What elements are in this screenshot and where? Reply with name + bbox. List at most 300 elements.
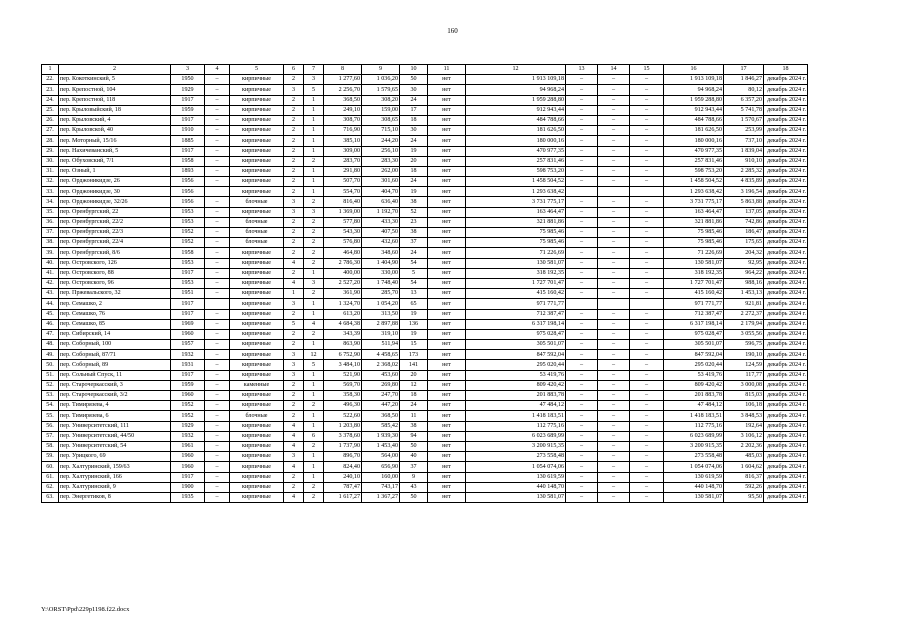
table-cell: 1 203,80 [324,421,362,431]
table-cell [566,187,598,197]
table-cell: пер. Моторный, 15/16 [59,136,171,146]
table-cell: 40 [400,452,428,462]
table-cell: нет [428,207,466,217]
table-cell: 3 [284,370,304,380]
table-cell: 5 [400,268,428,278]
table-cell: – [598,319,630,329]
table-cell: нет [428,370,466,380]
table-cell: декабрь 2024 г. [764,431,808,441]
table-cell: 106,18 [724,401,764,411]
table-cell: 180 000,16 [466,136,566,146]
column-number-9: 9 [362,65,400,75]
table-cell: 1931 [171,360,205,370]
table-cell: декабрь 2024 г. [764,452,808,462]
table-cell: 1935 [171,492,205,502]
table-cell: 656,90 [362,462,400,472]
table-cell: 964,22 [724,268,764,278]
table-cell: 1959 [171,105,205,115]
table-cell: 5 [304,360,324,370]
table-cell: 2 272,37 [724,309,764,319]
table-row [42,340,808,350]
table-cell: 42. [42,278,59,288]
table-cell: – [630,380,664,390]
table-cell: пер. Пржевальского, 32 [59,289,171,299]
table-cell: 613,20 [324,309,362,319]
table-cell: 385,10 [324,136,362,146]
table-cell: 6 023 689,99 [664,431,724,441]
table-cell: 1 839,04 [724,146,764,156]
table-cell: – [630,350,664,360]
table-cell: 569,70 [324,380,362,390]
table-cell: – [598,391,630,401]
table-cell: 12 [304,350,324,360]
table-cell: 1960 [171,391,205,401]
table-cell: 507,70 [324,177,362,187]
table-cell: 576,80 [324,238,362,248]
table-cell: – [566,166,598,176]
table-cell: 4 [284,258,304,268]
table-cell: 291,80 [324,166,362,176]
table-cell: 34. [42,197,59,207]
table-cell: 50. [42,360,59,370]
table-cell: 94 968,24 [466,85,566,95]
table-cell: 51. [42,370,59,380]
table-cell: 1 [304,370,324,380]
table-cell: 201 883,78 [466,391,566,401]
table-cell: нет [428,350,466,360]
table-cell: 1 036,20 [362,75,400,85]
table-cell: – [630,329,664,339]
table-cell: 269,80 [362,380,400,390]
table-cell: 716,90 [324,126,362,136]
table-cell: 95,50 [724,492,764,502]
table-cell: – [630,156,664,166]
table-cell: 26. [42,115,59,125]
table-cell: 415 160,42 [466,289,566,299]
table-cell: 598 753,20 [466,166,566,176]
table-cell: 2 [284,309,304,319]
table-cell: 3 731 775,17 [466,197,566,207]
table-cell: пер. Орджоникидзе, 30 [59,187,171,197]
table-cell: 141 [400,360,428,370]
table-cell: – [598,441,630,451]
table-cell: нет [428,380,466,390]
table-cell: 1 293 638,42 [664,187,724,197]
table-cell: 971 771,77 [466,299,566,309]
table-cell: 27. [42,126,59,136]
table-cell: пер. Островского, 126 [59,258,171,268]
table-cell: 975 028,47 [664,329,724,339]
table-cell: декабрь 2024 г. [764,401,808,411]
table-cell: 1 959 288,80 [466,95,566,105]
table-cell: декабрь 2024 г. [764,156,808,166]
table-cell: 1969 [171,319,205,329]
table-cell: 244,20 [362,136,400,146]
table-cell: 23 [400,217,428,227]
table-row [42,95,808,105]
table-cell: 2 [284,482,304,492]
table-cell: – [566,75,598,85]
column-number-1: 1 [42,65,59,75]
table-cell: – [630,105,664,115]
table-cell: 330,00 [362,268,400,278]
table-body [42,75,808,503]
table-row [42,217,808,227]
table-cell: 18 [400,166,428,176]
table-cell: 2 [304,401,324,411]
table-cell: кирпичные [230,492,284,502]
table-cell: 56. [42,421,59,431]
table-cell: 24 [400,248,428,258]
table-cell: 1960 [171,452,205,462]
table-cell: пер. Оренбургский, 22/4 [59,238,171,248]
table-row [42,421,808,431]
table-cell: пер. Университетский, 111 [59,421,171,431]
table-cell: – [205,258,230,268]
table-cell: 41. [42,268,59,278]
table-cell: декабрь 2024 г. [764,75,808,85]
table-cell: декабрь 2024 г. [764,115,808,125]
table-cell: декабрь 2024 г. [764,136,808,146]
table-cell: декабрь 2024 г. [764,187,808,197]
table-cell: 1 727 701,47 [466,278,566,288]
table-cell: – [598,350,630,360]
table-cell: – [566,411,598,421]
table-cell: нет [428,421,466,431]
table-cell: 2 [284,248,304,258]
table-cell: блочные [230,411,284,421]
table-cell: – [205,197,230,207]
table-row [42,278,808,288]
table-cell: 2 [304,441,324,451]
table-cell [598,187,630,197]
table-cell: 1 277,60 [324,75,362,85]
table-cell: 1 748,40 [362,278,400,288]
table-cell: 190,10 [724,350,764,360]
table-cell: кирпичные [230,156,284,166]
table-cell: нет [428,268,466,278]
table-cell: 816,37 [724,472,764,482]
table-cell: пер. Крыловской, 40 [59,126,171,136]
table-cell: 53. [42,391,59,401]
table-cell: 44. [42,299,59,309]
table-cell: каменные [230,380,284,390]
table-cell: 1929 [171,421,205,431]
table-cell: кирпичные [230,248,284,258]
table-cell: – [630,289,664,299]
table-cell: 912 943,44 [466,105,566,115]
table-cell: 19 [400,329,428,339]
table-cell: 38 [400,421,428,431]
table-cell: 319,10 [362,329,400,339]
table-cell: – [566,452,598,462]
table-cell: – [598,482,630,492]
table-cell: 43 [400,482,428,492]
table-cell: кирпичные [230,95,284,105]
table-cell: 787,47 [324,482,362,492]
table-cell: – [598,360,630,370]
table-cell: – [598,278,630,288]
table-cell: 2 [284,340,304,350]
table-cell: нет [428,105,466,115]
table-cell: 283,30 [362,156,400,166]
table-cell: 130 581,07 [466,492,566,502]
table-cell: 348,60 [362,248,400,258]
table-cell: 3 200 915,35 [466,441,566,451]
table-row [42,258,808,268]
table-cell: декабрь 2024 г. [764,85,808,95]
table-cell: – [630,452,664,462]
table-cell: кирпичные [230,462,284,472]
table-cell: 809 420,42 [664,380,724,390]
table-cell: 1951 [171,289,205,299]
table-cell: 847 592,04 [664,350,724,360]
table-cell: декабрь 2024 г. [764,299,808,309]
table-cell: 45. [42,309,59,319]
table-cell: декабрь 2024 г. [764,329,808,339]
table-cell: 24 [400,177,428,187]
table-cell: – [598,105,630,115]
table-cell: 1952 [171,238,205,248]
table-cell: 6 357,20 [724,95,764,105]
table-cell: 94 [400,431,428,441]
table-cell: 31. [42,166,59,176]
table-cell: – [205,340,230,350]
table-cell: пер. Урицкого, 69 [59,452,171,462]
table-cell: 1952 [171,411,205,421]
table-cell: 130 619,59 [664,472,724,482]
table-cell: – [205,85,230,95]
table-cell: 1 [304,115,324,125]
table-cell: – [566,340,598,350]
table-cell: – [205,462,230,472]
table-cell: 2 [304,217,324,227]
table-cell: 2 [284,166,304,176]
table-cell: – [598,248,630,258]
table-cell: 743,17 [362,482,400,492]
table-row [42,431,808,441]
table-cell: – [598,411,630,421]
table-cell: – [598,166,630,176]
table-cell: декабрь 2024 г. [764,105,808,115]
table-cell: 43. [42,289,59,299]
table-cell: – [566,197,598,207]
table-cell: пер. Университетский, 44/50 [59,431,171,441]
table-cell: пер. Крыловыйский, 18 [59,105,171,115]
table-cell: 20 [400,370,428,380]
table-cell: 3 378,60 [324,431,362,441]
table-cell: 4 [284,462,304,472]
table-cell: – [566,228,598,238]
table-row [42,380,808,390]
column-number-18: 18 [764,65,808,75]
table-cell: нет [428,258,466,268]
table-cell: 1 458 504,52 [466,177,566,187]
table-cell: 1 367,27 [362,492,400,502]
table-cell: 358,30 [324,391,362,401]
table-cell: 1 [304,472,324,482]
table-cell: 1 [304,95,324,105]
table-cell: 1 [304,126,324,136]
table-cell: – [566,115,598,125]
table-row [42,105,808,115]
table-cell: 2 [304,289,324,299]
table-cell: 1 054 074,06 [466,462,566,472]
table-cell: 1917 [171,146,205,156]
table-cell: 2 [284,136,304,146]
table-cell: 2 [284,391,304,401]
table-cell: – [630,401,664,411]
table-row [42,441,808,451]
table-cell: 124,59 [724,360,764,370]
table-cell: 2 [284,228,304,238]
column-number-2: 2 [59,65,171,75]
table-row [42,207,808,217]
table-row [42,492,808,502]
table-cell: 63. [42,492,59,502]
table-cell: – [630,319,664,329]
table-cell [598,299,630,309]
table-cell: 71 226,69 [466,248,566,258]
table-cell: декабрь 2024 г. [764,472,808,482]
table-cell: – [566,391,598,401]
table-cell: 173 [400,350,428,360]
table-cell: 283,70 [324,156,362,166]
table-cell: – [566,431,598,441]
table-cell: 4 [284,278,304,288]
table-cell: – [205,350,230,360]
table-row [42,115,808,125]
table-cell: нет [428,228,466,238]
table-cell: 3 [284,85,304,95]
table-cell: – [598,380,630,390]
table-cell: декабрь 2024 г. [764,95,808,105]
table-cell: – [630,360,664,370]
table-cell: 485,03 [724,452,764,462]
table-cell: блочные [230,217,284,227]
table-cell: – [630,115,664,125]
table-cell: нет [428,289,466,299]
column-number-3: 3 [171,65,205,75]
table-row [42,299,808,309]
table-cell: 1917 [171,115,205,125]
table-cell: – [598,115,630,125]
table-cell: – [205,166,230,176]
table-cell: пер. Оренбургский, 22 [59,207,171,217]
table-cell: – [205,309,230,319]
table-cell: 186,47 [724,228,764,238]
table-cell [630,187,664,197]
table-cell: 598 753,20 [664,166,724,176]
table-cell: – [630,482,664,492]
table-cell: 308,65 [362,115,400,125]
table-cell: – [205,126,230,136]
table-cell: – [566,217,598,227]
table-cell: кирпичные [230,482,284,492]
table-cell: – [598,177,630,187]
table-cell: 1 404,90 [362,258,400,268]
table-cell: нет [428,217,466,227]
table-cell: 24 [400,95,428,105]
table-cell: 847 592,04 [466,350,566,360]
table-cell: – [630,492,664,502]
table-cell: 52 [400,207,428,217]
table-cell: 4 [284,441,304,451]
table-cell: – [205,319,230,329]
table-cell: – [205,146,230,156]
table-cell: пер. Соборный, 100 [59,340,171,350]
table-cell: нет [428,248,466,258]
table-row [42,462,808,472]
table-cell: 247,70 [362,391,400,401]
table-cell: 1960 [171,462,205,472]
table-cell: пер. Университетский, 54 [59,441,171,451]
table-row [42,370,808,380]
table-cell: 75 985,46 [466,228,566,238]
table-row [42,228,808,238]
table-cell: нет [428,401,466,411]
table-cell: – [566,462,598,472]
table-cell: 816,40 [324,197,362,207]
table-cell: 636,40 [362,197,400,207]
table-cell: пер. Халтуринский, 159/63 [59,462,171,472]
table-row [42,319,808,329]
table-cell: – [566,146,598,156]
table-cell: – [205,380,230,390]
table-cell: 2 [284,177,304,187]
table-cell: 15 [400,340,428,350]
table-cell: 1917 [171,299,205,309]
table-cell: нет [428,360,466,370]
table-cell: – [598,472,630,482]
table-cell: декабрь 2024 г. [764,166,808,176]
table-cell: 30 [400,85,428,95]
table-cell: 2 [284,411,304,421]
table-cell: 3 [284,299,304,309]
table-cell: – [205,278,230,288]
table-cell: 715,10 [362,126,400,136]
table-cell: 1917 [171,268,205,278]
table-cell: пер. Семашко, 85 [59,319,171,329]
table-cell: 1953 [171,207,205,217]
table-cell: – [566,482,598,492]
table-cell: 262,00 [362,166,400,176]
table-cell: 1 846,27 [724,75,764,85]
table-cell: 54 [400,258,428,268]
table-cell: 2 [304,248,324,258]
table-cell: 592,26 [724,482,764,492]
table-cell: 62. [42,482,59,492]
table-cell: – [598,340,630,350]
table-cell: 1 [284,289,304,299]
table-cell: – [566,441,598,451]
table-cell: 3 [284,207,304,217]
table-cell: – [205,411,230,421]
table-cell: 318 192,35 [466,268,566,278]
table-cell: – [630,391,664,401]
table-cell: – [630,95,664,105]
table-cell: 1 [304,452,324,462]
table-cell: 1 054,20 [362,299,400,309]
table-cell: – [205,268,230,278]
table-cell: декабрь 2024 г. [764,492,808,502]
table-cell: 2 [284,126,304,136]
table-cell: нет [428,95,466,105]
table-cell: 712 387,47 [466,309,566,319]
table-cell: 910,10 [724,156,764,166]
table-cell: 6 317 198,14 [664,319,724,329]
table-cell: 432,60 [362,238,400,248]
